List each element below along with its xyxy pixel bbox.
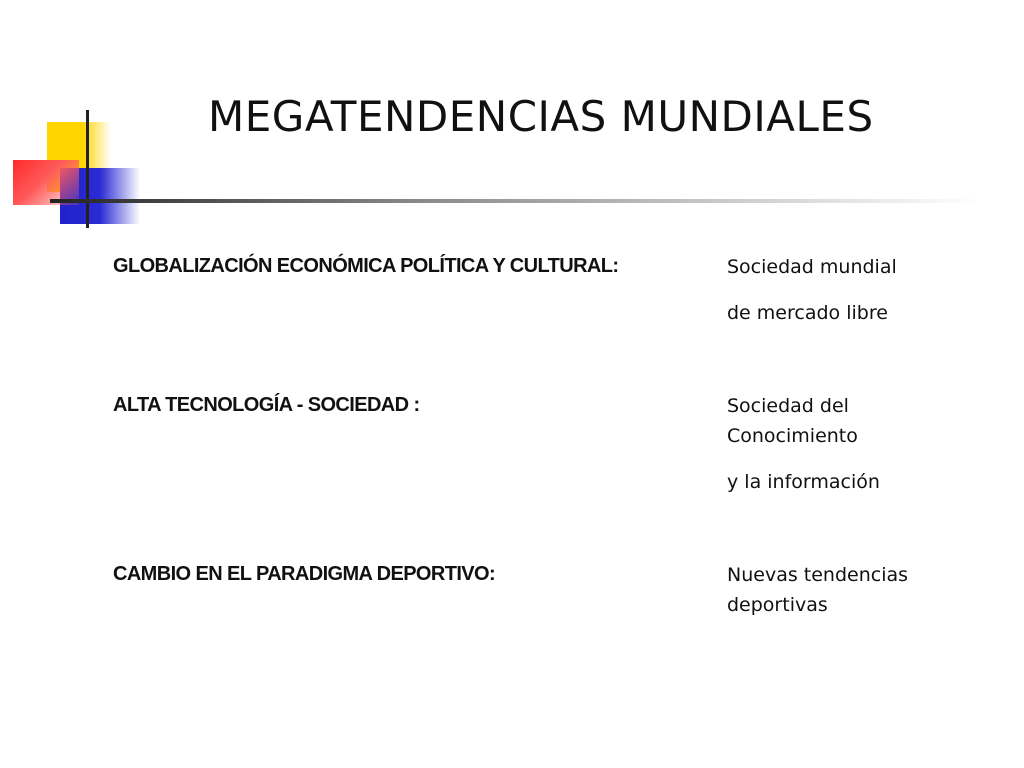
description-line: y la información <box>727 471 880 493</box>
row-label-alta-tecnologia: ALTA TECNOLOGÍA - SOCIEDAD : <box>113 394 420 416</box>
row-label-cambio-paradigma: CAMBIO EN EL PARADIGMA DEPORTIVO: <box>113 563 496 585</box>
row-description-alta-tecnologia <box>727 391 880 497</box>
description-line: deportivas <box>727 594 828 616</box>
description-line: Sociedad del <box>727 395 849 417</box>
row-label-globalizacion: GLOBALIZACIÓN ECONÓMICA POLÍTICA Y CULTURAL: <box>113 255 619 277</box>
vertical-rule-decoration <box>86 110 89 228</box>
description-line: Sociedad mundial <box>727 256 897 278</box>
slide-title: MEGATENDENCIAS MUNDIALES <box>208 92 874 141</box>
decorative-shapes <box>0 0 200 240</box>
description-line: Nuevas tendencias <box>727 564 909 586</box>
row-description-globalizacion <box>727 252 897 328</box>
title-underline-rule <box>50 199 980 203</box>
row-description-cambio-paradigma <box>727 560 908 620</box>
description-line: de mercado libre <box>727 302 888 324</box>
description-line: Conocimiento <box>727 425 858 447</box>
